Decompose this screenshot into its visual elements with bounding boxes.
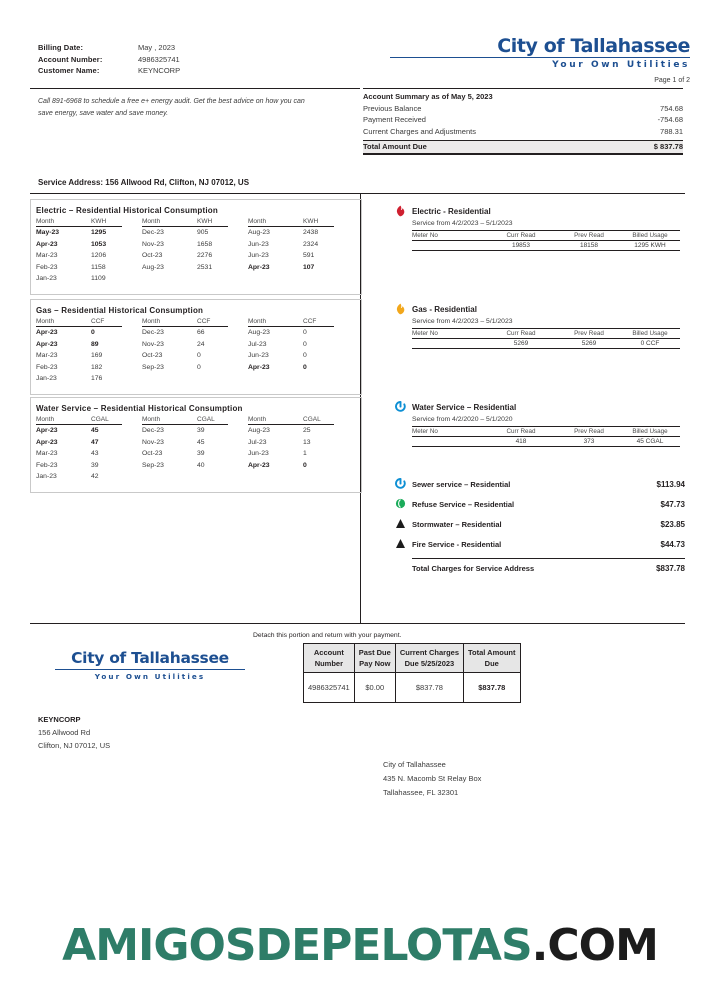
history-unit-header: CGAL <box>91 416 109 423</box>
meter-reading-table <box>412 230 680 251</box>
service-period: Service from 4/2/2023 – 5/1/2023 <box>412 317 513 325</box>
history-table <box>36 306 354 385</box>
history-value: 0 <box>91 329 95 336</box>
stub-past-due: $0.00 <box>354 673 395 703</box>
remit-line3: Tallahassee, FL 32301 <box>383 788 459 797</box>
history-column-header <box>248 218 354 226</box>
stub-header-current-charges: Current Charges Due 5/25/2023 <box>395 644 463 673</box>
history-value: 1295 <box>91 229 107 236</box>
history-column <box>142 416 248 483</box>
meter-table-header-row <box>412 426 680 437</box>
billed-usage-value: 0 CCF <box>640 339 660 347</box>
history-column-header <box>36 318 142 326</box>
previous-balance-value: 754.68 <box>660 103 683 113</box>
history-row <box>142 339 248 351</box>
curr-read-header: Curr Read <box>506 329 536 337</box>
history-column <box>142 318 248 385</box>
billed-usage-header: Billed Usage <box>632 329 668 337</box>
payment-received-value: -754.68 <box>657 115 683 124</box>
bill-header-fields <box>38 42 358 77</box>
history-row <box>248 437 354 449</box>
history-row <box>248 448 354 460</box>
history-value: 0 <box>303 363 307 371</box>
history-row <box>142 460 248 472</box>
history-unit-header: KWH <box>91 218 107 225</box>
total-amount-due-label: Total Amount Due <box>363 142 427 151</box>
history-value: 1658 <box>197 240 213 248</box>
billed-usage-value: 45 CGAL <box>636 437 664 445</box>
history-columns <box>36 416 354 483</box>
curr-read-value: 418 <box>515 437 527 445</box>
account-number-row <box>38 54 358 66</box>
history-month-header: Month <box>248 416 267 423</box>
history-month: Mar-23 <box>36 352 58 360</box>
history-value: 0 <box>303 352 307 360</box>
stub-value-row <box>304 673 521 703</box>
history-column <box>142 218 248 285</box>
charge-row <box>395 514 685 534</box>
customer-name-label: Customer Name: <box>38 66 100 75</box>
stub-header-row <box>304 644 521 673</box>
stub-header-past-due: Past Due Pay Now <box>354 644 395 673</box>
remit-line1: City of Tallahassee <box>383 760 446 769</box>
history-table-title: Water Service – Residential Historical Consumption <box>36 404 243 413</box>
stub-current-charges: $837.78 <box>395 673 463 703</box>
history-month: Jun-23 <box>248 450 269 458</box>
other-charges-section <box>395 474 685 573</box>
logo-tagline: Your Own Utilities <box>552 59 690 70</box>
history-row <box>248 327 354 339</box>
charges-total-label: Total Charges for Service Address <box>412 564 535 573</box>
stub-account-number: 4986325741 <box>304 673 355 703</box>
payment-received-row <box>363 114 683 126</box>
history-row <box>248 350 354 362</box>
meter-table-row <box>412 339 680 349</box>
stub-header-total-amount: Total Amount Due <box>464 644 521 673</box>
service-name: Gas - Residential <box>412 304 477 314</box>
history-row <box>142 262 248 274</box>
history-column-header <box>142 318 248 326</box>
curr-read-header: Curr Read <box>506 231 536 239</box>
history-value: 89 <box>91 340 99 348</box>
total-amount-due-value: $ 837.78 <box>653 142 683 151</box>
history-row <box>36 448 142 460</box>
history-month: Apr-23 <box>36 329 58 336</box>
history-value: 39 <box>197 450 205 458</box>
billing-date-value: May , 2023 <box>138 43 176 52</box>
prev-read-header: Prev Read <box>574 329 604 337</box>
billed-usage-value: 1295 KWH <box>634 241 666 249</box>
history-row <box>248 227 354 239</box>
history-column <box>248 218 354 285</box>
history-value: 0 <box>303 329 307 336</box>
history-row <box>248 339 354 351</box>
stub-logo-title: City of Tallahassee <box>71 649 229 667</box>
history-month: Aug-23 <box>248 329 270 336</box>
history-unit-header: KWH <box>197 218 213 225</box>
history-table-title: Electric – Residential Historical Consumption <box>36 206 218 215</box>
history-value: 39 <box>91 461 99 469</box>
charge-amount: $23.85 <box>660 519 685 529</box>
history-month: Aug-23 <box>248 427 270 434</box>
history-unit-header: CGAL <box>303 416 321 423</box>
history-column-header <box>142 218 248 226</box>
history-row <box>36 327 142 339</box>
history-month: Oct-23 <box>142 252 163 260</box>
history-month: Dec-23 <box>142 229 164 236</box>
history-column-header <box>248 416 354 424</box>
meter-no-value <box>412 438 484 445</box>
logo-underline <box>390 57 690 58</box>
history-month: Jun-23 <box>248 240 269 248</box>
header-divider <box>30 88 360 89</box>
stub-header-account-number: Account Number <box>304 644 355 673</box>
history-table <box>36 206 354 285</box>
history-month: Feb-23 <box>36 263 58 271</box>
account-number-label: Account Number: <box>38 54 103 64</box>
history-row <box>142 350 248 362</box>
charge-label: Sewer service – Residential <box>412 479 511 489</box>
payment-stub-table <box>303 643 521 703</box>
history-month: Apr-23 <box>248 263 270 271</box>
history-row <box>36 471 142 483</box>
history-month-header: Month <box>248 218 267 225</box>
history-value: 2324 <box>303 240 319 248</box>
history-value: 45 <box>91 427 99 434</box>
meter-no-value <box>412 242 484 249</box>
page-indicator: Page 1 of 2 <box>654 76 690 84</box>
customer-address-line2: Clifton, NJ 07012, US <box>38 741 111 750</box>
previous-balance-label: Previous Balance <box>363 103 422 113</box>
history-value: 0 <box>303 340 307 348</box>
service-detail-block <box>395 303 685 349</box>
billed-usage-header: Billed Usage <box>632 427 668 435</box>
service-detail-block <box>395 205 685 251</box>
history-row <box>36 437 142 449</box>
history-row <box>36 362 142 374</box>
history-row <box>36 227 142 239</box>
history-month: Apr-23 <box>248 461 270 469</box>
history-month: Nov-23 <box>142 340 164 348</box>
history-value: 1206 <box>91 252 107 260</box>
gas-icon <box>395 303 406 315</box>
refuse-icon <box>395 498 406 510</box>
history-month: Jun-23 <box>248 252 269 260</box>
history-month: May-23 <box>36 229 60 236</box>
history-value: 1158 <box>91 263 106 271</box>
history-month: Jan-23 <box>36 375 57 383</box>
current-charges-value: 788.31 <box>660 126 683 136</box>
history-row <box>248 425 354 437</box>
history-month-header: Month <box>142 318 161 325</box>
service-header <box>395 303 685 315</box>
history-row <box>248 239 354 251</box>
curr-read-value: 5269 <box>513 339 529 347</box>
prev-read-value: 18158 <box>579 241 599 249</box>
customer-mailing-address <box>38 713 110 752</box>
history-value: 1053 <box>91 240 107 248</box>
history-value: 0 <box>303 461 307 469</box>
history-value: 2531 <box>197 263 213 271</box>
history-row <box>248 460 354 472</box>
billing-date-label: Billing Date: <box>38 43 84 52</box>
previous-balance-row <box>363 103 683 115</box>
history-row <box>36 425 142 437</box>
water-icon <box>395 401 406 413</box>
history-value: 169 <box>91 352 103 360</box>
history-month: Jul-23 <box>248 340 267 348</box>
history-value: 39 <box>197 427 205 434</box>
history-row <box>142 425 248 437</box>
history-month: Apr-23 <box>36 340 58 348</box>
history-column-header <box>36 218 142 226</box>
billed-usage-header: Billed Usage <box>632 231 668 239</box>
history-month: Jan-23 <box>36 275 57 283</box>
history-unit-header: KWH <box>303 218 319 225</box>
history-value: 0 <box>197 352 201 360</box>
history-columns <box>36 318 354 385</box>
detach-note: Detach this portion and return with your payment. <box>253 632 402 639</box>
account-summary-title: Account Summary as of May 5, 2023 <box>363 88 683 101</box>
history-columns <box>36 218 354 285</box>
history-row <box>142 327 248 339</box>
history-month: Jun-23 <box>248 352 269 360</box>
history-value: 66 <box>197 329 205 336</box>
history-value: 107 <box>303 263 315 271</box>
history-month: Dec-23 <box>142 427 164 434</box>
meter-reading-table <box>412 426 680 447</box>
account-number-value: 4986325741 <box>138 54 180 64</box>
history-month-header: Month <box>142 416 161 423</box>
history-month: Mar-23 <box>36 252 58 260</box>
charges-total-amount: $837.78 <box>656 564 685 573</box>
history-month: Apr-23 <box>248 363 270 371</box>
service-header <box>395 205 685 217</box>
meter-table-header-row <box>412 230 680 241</box>
service-address-rule <box>30 193 685 194</box>
history-month-header: Month <box>142 218 161 225</box>
history-month: Aug-23 <box>248 229 270 236</box>
prev-read-header: Prev Read <box>574 231 604 239</box>
meter-no-header: Meter No <box>412 329 438 337</box>
history-month: Nov-23 <box>142 240 164 248</box>
history-column <box>36 416 142 483</box>
sewer-icon <box>395 478 406 490</box>
current-charges-row <box>363 126 683 138</box>
utility-logo <box>390 36 690 84</box>
history-table <box>36 404 354 483</box>
history-row <box>36 239 142 251</box>
prev-read-header: Prev Read <box>574 427 604 435</box>
customer-address-line1: 156 Allwood Rd <box>38 728 91 737</box>
logo-title: City of Tallahassee <box>497 35 690 57</box>
service-address: Service Address: 156 Allwood Rd, Clifton, NJ 07012, US <box>38 178 250 187</box>
meter-no-header: Meter No <box>412 231 438 239</box>
history-month: Aug-23 <box>142 263 164 271</box>
charge-amount: $47.73 <box>660 499 685 509</box>
meter-table-row <box>412 241 680 251</box>
detail-bottom-rule <box>30 623 685 624</box>
history-row <box>36 373 142 385</box>
charge-amount: $113.94 <box>656 479 685 489</box>
remittance-address <box>383 758 481 800</box>
history-unit-header: CGAL <box>197 416 215 423</box>
history-value: 43 <box>91 450 99 458</box>
history-column-header <box>36 416 142 424</box>
history-column <box>36 218 142 285</box>
account-summary <box>363 88 683 155</box>
stub-logo-underline <box>55 669 245 670</box>
history-month: Oct-23 <box>142 352 163 360</box>
history-value: 1 <box>303 450 307 458</box>
history-row <box>36 250 142 262</box>
history-column <box>248 318 354 385</box>
stormwater-icon <box>395 518 406 530</box>
history-row <box>142 437 248 449</box>
total-amount-due-row <box>363 140 683 156</box>
history-row <box>142 227 248 239</box>
history-unit-header: CCF <box>197 318 211 325</box>
history-value: 42 <box>91 473 99 481</box>
meter-table-header-row <box>412 328 680 339</box>
history-value: 1109 <box>91 275 106 283</box>
history-month: Feb-23 <box>36 363 58 371</box>
history-row <box>36 262 142 274</box>
prev-read-value: 5269 <box>581 339 597 347</box>
history-month: Apr-23 <box>36 240 58 248</box>
charge-label: Refuse Service – Residential <box>412 499 515 509</box>
history-row <box>36 339 142 351</box>
history-value: 25 <box>303 427 311 434</box>
charge-label: Fire Service - Residential <box>412 539 502 549</box>
history-month: Apr-23 <box>36 427 58 434</box>
charge-row <box>395 534 685 554</box>
meter-no-value <box>412 340 484 347</box>
history-column-header <box>248 318 354 326</box>
history-month: Dec-23 <box>142 329 164 336</box>
charges-total-row <box>412 558 685 573</box>
meter-reading-table <box>412 328 680 349</box>
history-table-title: Gas – Residential Historical Consumption <box>36 306 204 315</box>
curr-read-value: 19853 <box>511 241 531 249</box>
charge-row <box>395 494 685 514</box>
history-unit-header: CCF <box>303 318 317 325</box>
history-month: Sep-23 <box>142 363 164 371</box>
history-row <box>36 350 142 362</box>
history-month: Feb-23 <box>36 461 58 469</box>
customer-name-row <box>38 65 358 77</box>
remit-line2: 435 N. Macomb St Relay Box <box>383 774 482 783</box>
history-value: 13 <box>303 438 311 446</box>
stub-total-amount: $837.78 <box>464 673 521 703</box>
service-detail-block <box>395 401 685 447</box>
history-unit-header: CCF <box>91 318 105 325</box>
history-month-header: Month <box>36 416 55 423</box>
prev-read-value: 373 <box>583 437 595 445</box>
history-month: Nov-23 <box>142 438 164 446</box>
billing-date-row <box>38 42 358 54</box>
history-value: 176 <box>91 375 103 383</box>
history-month-header: Month <box>36 218 55 225</box>
electric-icon <box>395 205 406 217</box>
history-row <box>36 273 142 285</box>
payment-received-label: Payment Received <box>363 115 426 124</box>
history-value: 24 <box>197 340 205 348</box>
history-row <box>142 362 248 374</box>
history-row <box>248 362 354 374</box>
current-charges-label: Current Charges and Adjustments <box>363 126 476 136</box>
history-row <box>142 250 248 262</box>
service-name: Water Service – Residential <box>412 402 517 412</box>
history-row <box>142 239 248 251</box>
history-column-header <box>142 416 248 424</box>
history-column <box>248 416 354 483</box>
history-column <box>36 318 142 385</box>
customer-name-value: KEYNCORP <box>138 66 181 75</box>
service-name: Electric - Residential <box>412 206 491 216</box>
history-value: 905 <box>197 229 209 236</box>
history-value: 45 <box>197 438 205 446</box>
meter-table-row <box>412 437 680 447</box>
history-month-header: Month <box>248 318 267 325</box>
service-period: Service from 4/2/2020 – 5/1/2020 <box>412 415 513 423</box>
history-month: Jan-23 <box>36 473 57 481</box>
history-value: 0 <box>197 363 201 371</box>
history-month: Jul-23 <box>248 438 267 446</box>
stub-utility-logo <box>55 648 245 681</box>
history-month-header: Month <box>36 318 55 325</box>
history-value: 182 <box>91 363 103 371</box>
history-month: Mar-23 <box>36 450 58 458</box>
service-header <box>395 401 685 413</box>
history-month: Oct-23 <box>142 450 163 458</box>
history-value: 47 <box>91 438 99 446</box>
fire-icon <box>395 538 406 550</box>
history-month: Apr-23 <box>36 438 58 446</box>
charge-row <box>395 474 685 494</box>
customer-name: KEYNCORP <box>38 715 81 724</box>
watermark-suffix: .COM <box>531 920 658 971</box>
site-watermark <box>0 920 720 971</box>
energy-audit-notice: Call 891-6968 to schedule a free e+ energy audit. Get the best advice on how you can save energy, save water and save money. <box>38 98 305 117</box>
history-value: 40 <box>197 461 205 469</box>
service-period: Service from 4/2/2023 – 5/1/2023 <box>412 219 513 227</box>
history-month: Sep-23 <box>142 461 164 469</box>
history-value: 2438 <box>303 229 319 236</box>
meter-no-header: Meter No <box>412 427 438 435</box>
history-row <box>36 460 142 472</box>
history-row <box>142 448 248 460</box>
stub-logo-tagline: Your Own Utilities <box>94 671 206 681</box>
history-row <box>248 250 354 262</box>
charge-label: Stormwater – Residential <box>412 519 502 529</box>
history-row <box>248 262 354 274</box>
history-value: 591 <box>303 252 315 260</box>
watermark-primary: AMIGOSDEPELOTAS <box>62 920 532 971</box>
charge-amount: $44.73 <box>660 539 685 549</box>
curr-read-header: Curr Read <box>506 427 536 435</box>
history-value: 2276 <box>197 252 213 260</box>
